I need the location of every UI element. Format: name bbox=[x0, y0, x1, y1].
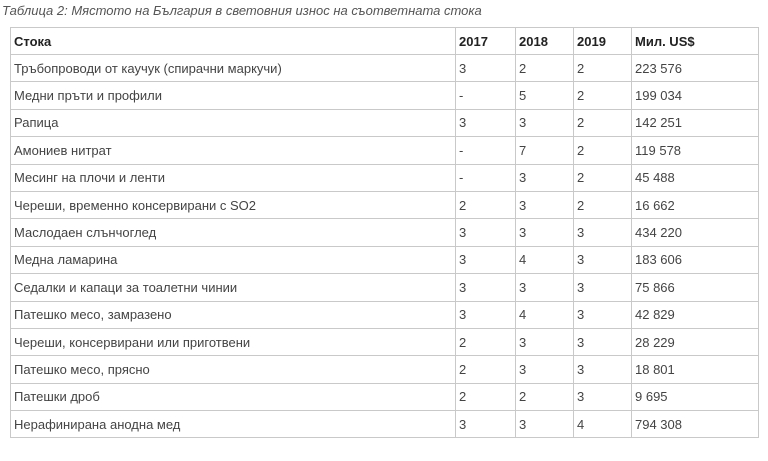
cell-rank-2017: 3 bbox=[456, 246, 516, 273]
cell-rank-2017: - bbox=[456, 164, 516, 191]
cell-rank-2019: 3 bbox=[574, 246, 632, 273]
cell-commodity: Медна ламарина bbox=[11, 246, 456, 273]
cell-rank-2019: 2 bbox=[574, 82, 632, 109]
cell-commodity: Череши, консервирани или приготвени bbox=[11, 328, 456, 355]
cell-rank-2019: 4 bbox=[574, 411, 632, 438]
cell-commodity: Медни пръти и профили bbox=[11, 82, 456, 109]
table-row bbox=[11, 219, 759, 246]
cell-commodity: Череши, временно консервирани с SO2 bbox=[11, 191, 456, 218]
cell-rank-2019: 2 bbox=[574, 164, 632, 191]
cell-value-musd: 223 576 bbox=[632, 55, 759, 82]
header-value-musd: Мил. US$ bbox=[632, 28, 759, 55]
cell-rank-2019: 3 bbox=[574, 328, 632, 355]
table-row bbox=[11, 383, 759, 410]
cell-commodity: Месинг на плочи и ленти bbox=[11, 164, 456, 191]
cell-rank-2019: 2 bbox=[574, 191, 632, 218]
table-row bbox=[11, 411, 759, 438]
cell-rank-2017: - bbox=[456, 82, 516, 109]
cell-rank-2019: 2 bbox=[574, 109, 632, 136]
cell-rank-2018: 2 bbox=[516, 55, 574, 82]
cell-rank-2018: 2 bbox=[516, 383, 574, 410]
header-commodity: Стока bbox=[11, 28, 456, 55]
cell-commodity: Амониев нитрат bbox=[11, 137, 456, 164]
cell-rank-2017: 3 bbox=[456, 219, 516, 246]
cell-commodity: Патешко месо, замразено bbox=[11, 301, 456, 328]
cell-commodity: Маслодаен слънчоглед bbox=[11, 219, 456, 246]
cell-value-musd: 45 488 bbox=[632, 164, 759, 191]
cell-rank-2018: 3 bbox=[516, 356, 574, 383]
cell-rank-2017: - bbox=[456, 137, 516, 164]
cell-rank-2018: 3 bbox=[516, 109, 574, 136]
cell-commodity: Седалки и капаци за тоалетни чинии bbox=[11, 274, 456, 301]
cell-value-musd: 9 695 bbox=[632, 383, 759, 410]
cell-rank-2018: 3 bbox=[516, 164, 574, 191]
cell-rank-2018: 3 bbox=[516, 274, 574, 301]
cell-rank-2017: 3 bbox=[456, 274, 516, 301]
cell-rank-2017: 3 bbox=[456, 109, 516, 136]
cell-value-musd: 199 034 bbox=[632, 82, 759, 109]
cell-value-musd: 28 229 bbox=[632, 328, 759, 355]
table-row bbox=[11, 55, 759, 82]
cell-rank-2017: 3 bbox=[456, 411, 516, 438]
cell-value-musd: 183 606 bbox=[632, 246, 759, 273]
header-2018: 2018 bbox=[516, 28, 574, 55]
cell-rank-2017: 2 bbox=[456, 356, 516, 383]
cell-rank-2019: 2 bbox=[574, 137, 632, 164]
cell-rank-2018: 5 bbox=[516, 82, 574, 109]
table-caption: Таблица 2: Мястото на България в световния износ на съответната стока bbox=[2, 3, 482, 18]
header-2019: 2019 bbox=[574, 28, 632, 55]
cell-rank-2018: 3 bbox=[516, 328, 574, 355]
table-row bbox=[11, 82, 759, 109]
cell-rank-2018: 4 bbox=[516, 246, 574, 273]
cell-value-musd: 16 662 bbox=[632, 191, 759, 218]
cell-value-musd: 75 866 bbox=[632, 274, 759, 301]
cell-commodity: Патешко месо, прясно bbox=[11, 356, 456, 383]
table-header-row bbox=[11, 28, 759, 55]
cell-rank-2019: 3 bbox=[574, 301, 632, 328]
cell-commodity: Рапица bbox=[11, 109, 456, 136]
cell-commodity: Нерафинирана анодна мед bbox=[11, 411, 456, 438]
header-2017: 2017 bbox=[456, 28, 516, 55]
cell-rank-2019: 3 bbox=[574, 383, 632, 410]
table-row bbox=[11, 191, 759, 218]
cell-commodity: Тръбопроводи от каучук (спирачни маркучи) bbox=[11, 55, 456, 82]
cell-rank-2017: 2 bbox=[456, 191, 516, 218]
cell-rank-2017: 3 bbox=[456, 301, 516, 328]
cell-rank-2017: 2 bbox=[456, 383, 516, 410]
table-body bbox=[11, 55, 759, 438]
cell-value-musd: 42 829 bbox=[632, 301, 759, 328]
export-ranking-table bbox=[10, 27, 759, 438]
table-row bbox=[11, 328, 759, 355]
table-row bbox=[11, 164, 759, 191]
table-row bbox=[11, 137, 759, 164]
cell-rank-2018: 3 bbox=[516, 191, 574, 218]
cell-value-musd: 18 801 bbox=[632, 356, 759, 383]
cell-commodity: Патешки дроб bbox=[11, 383, 456, 410]
cell-rank-2017: 2 bbox=[456, 328, 516, 355]
cell-rank-2019: 2 bbox=[574, 55, 632, 82]
table-row bbox=[11, 109, 759, 136]
table-row bbox=[11, 274, 759, 301]
cell-value-musd: 142 251 bbox=[632, 109, 759, 136]
cell-rank-2018: 3 bbox=[516, 219, 574, 246]
table-row bbox=[11, 301, 759, 328]
cell-rank-2018: 4 bbox=[516, 301, 574, 328]
table-row bbox=[11, 356, 759, 383]
cell-rank-2017: 3 bbox=[456, 55, 516, 82]
cell-rank-2019: 3 bbox=[574, 219, 632, 246]
cell-rank-2019: 3 bbox=[574, 356, 632, 383]
cell-value-musd: 119 578 bbox=[632, 137, 759, 164]
table-row bbox=[11, 246, 759, 273]
cell-rank-2018: 3 bbox=[516, 411, 574, 438]
cell-rank-2018: 7 bbox=[516, 137, 574, 164]
cell-rank-2019: 3 bbox=[574, 274, 632, 301]
cell-value-musd: 434 220 bbox=[632, 219, 759, 246]
cell-value-musd: 794 308 bbox=[632, 411, 759, 438]
